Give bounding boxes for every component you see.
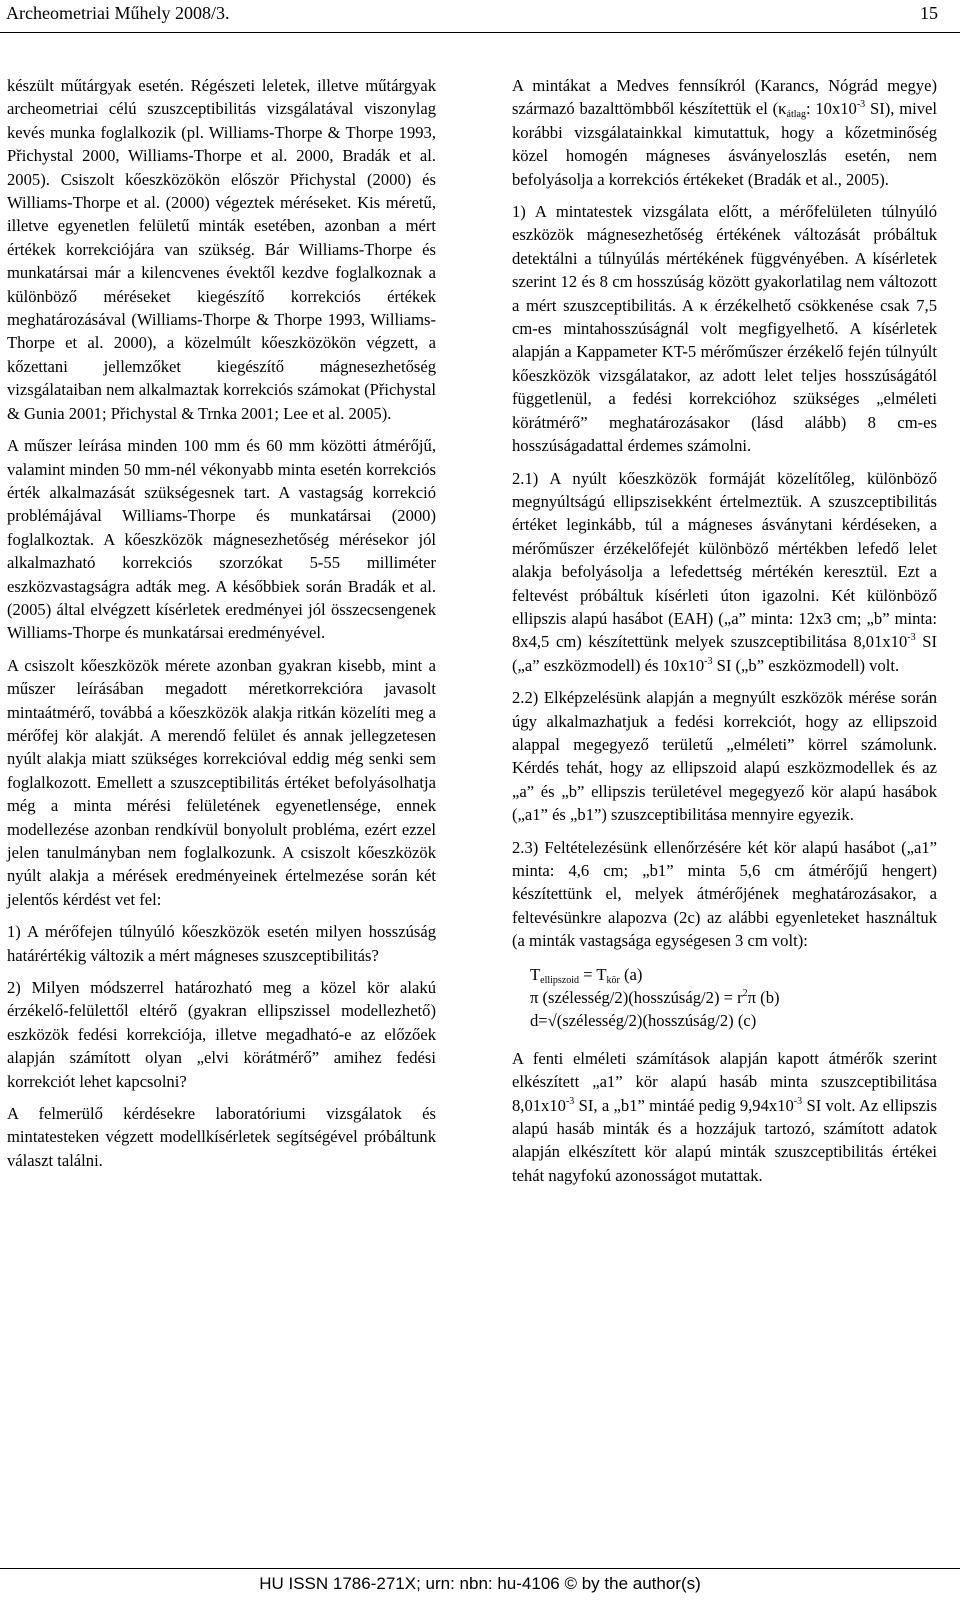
footer <box>0 1568 960 1595</box>
footer-text: HU ISSN 1786-271X; urn: nbn: hu-4106 © by the author(s) <box>259 1574 701 1593</box>
text-run: π (szélesség/2)(hosszúság/2) = r <box>530 988 743 1008</box>
paragraph: 1) A mérőfejen túlnyúló kőeszközök esetén milyen hosszúság határértékig változik a mért mágneses szuszceptibilitás? <box>7 922 436 965</box>
equations <box>530 963 937 1033</box>
paragraph: 1) A mintatestek vizsgálata előtt, a mérőfelületen túlnyúló eszközök mágnesezhetőség értékének változását próbáltuk detektálni a túlnyúlás mértékének függvényében. A kísérletek szerint 12 és 8 cm hosszúság között gyakorlatilag nem változott a mért szuszceptibilitás. A κ érzékelhető csökkenése csak 7,5 cm-es mintahosszúságnál volt megfigyelhető. A kísérletek alapján a Kappameter KT-5 mérőműszer érzékelő fején túlnyúlt kőeszközök vizsgálatakor, az adott lelet teljes hosszúságától függetlenül, a fedési korrekcióhoz szükséges „elméleti körátmérő” meghatározásakor (lásd alább) 8 cm-es hosszúságadattal érdemes számolni. <box>512 202 937 456</box>
text-run: (a) <box>619 964 643 984</box>
equation-c: d=√(szélesség/2)(hosszúság/2) (c) <box>530 1011 757 1031</box>
paragraph: 2.3) Feltételezésünk ellenőrzésére két kör alapú hasábot („a1” minta: 4,6 cm; „b1” minta 5,6 cm átmérőjű hengert) készítettünk el, melyek átmérőjének meghatározásakor, a feltevésünkre alapozva (2c) az alábbi egyenleteket használtuk (a minták vastagsága egységesen 3 cm volt): <box>512 837 937 951</box>
superscript: -3 <box>704 655 713 667</box>
text-run: π (b) <box>747 988 780 1008</box>
equation-b <box>530 986 937 1009</box>
subscript: ellipszoid <box>540 974 580 986</box>
superscript: -3 <box>565 1095 575 1107</box>
journal-title: Archeometriai Műhely 2008/3. <box>6 3 230 23</box>
running-head <box>6 0 938 28</box>
text-run: SI („a” eszközmodell) és 10x10 <box>512 632 937 675</box>
text-run: T <box>530 964 541 984</box>
paragraph: A műszer leírása minden 100 mm és 60 mm közötti átmérőjű, valamint minden 50 mm-nél vékonyabb minta esetén korrekciós érték alkalmazását szükségesnek tart. A vastagság korrekció problémájával Williams-Thorpe és munkatársai (2000) foglalkoztak. A kőeszközök mágnesezhetőség mérésekor jól alkalmazható korrekciós szorzókat 5-55 milliméter eszközvastagságra adták meg. A későbbiek során Bradák et al. (2005) által elvégzett kísérletek eredményei jól összecsengenek Williams-Thorpe és munkatársai eredményével. <box>7 436 436 643</box>
paragraph <box>512 1047 937 1187</box>
page-number: 15 <box>920 3 938 23</box>
text-run: SI), mivel korábbi vizsgálatainkkal kimutattuk, hogy a kőzetminőség közel homogén mágneses ásványeloszlás esetén, nem befolyásolja a korrekciós értékeket (Bradák et al., 2005). <box>512 99 937 189</box>
text-run: = T <box>579 964 607 984</box>
text-run: A mintákat a Medves fennsíkról (Karancs, Nógrád megye) származó bazalttömbből készítettük el (κ <box>512 76 937 119</box>
paragraph: készült műtárgyak esetén. Régészeti leletek, illetve műtárgyak archeometriai célú szuszceptibilitás vizsgálatával viszonylag kevés munka foglalkozik (pl. Williams-Thorpe & Thorpe 1993, Přichystal 2000, Williams-Thorpe et al. 2000, Bradák et al. 2005). Csiszolt kőeszközökön először Přichystal (2000) és Williams-Thorpe et al. (2000) végeztek méréseket. Kis méretű, illetve egyenetlen felületű minták esetében, azonban a mért értékek korrekciójára van szükség. Bár Williams-Thorpe és munkatársai már a kilencvenes évektől kezdve foglalkoznak a különböző méréseket kiegészítő korrekciós értékek meghatározásával (Williams-Thorpe & Thorpe 1993, Williams-Thorpe et al. 2000), a közelmúlt kőeszközökön végzett, a kőzettani jellemzőket kiegészítő mágnesezhetőség vizsgálataiban nem alkalmaztak korrekciós számokat (Přichystal & Gunia 2001; Přichystal & Trnka 2001; Lee et al. 2005). <box>7 76 436 423</box>
superscript: -3 <box>907 632 916 644</box>
paragraph: 2) Milyen módszerrel határozható meg a közel kör alakú érzékelő-felülettől eltérő (gyakran ellipszissel modellezhető) eszközök fedési korrekciója, illetve megadható-e az előzőek alapján számított olyan „elvi körátmérő” amihez fedési korrekciót lehet kapcsolni? <box>7 978 436 1091</box>
subscript: kör <box>606 974 620 986</box>
paragraph <box>512 467 937 678</box>
equation-a <box>530 963 937 986</box>
text-run: SI volt. Az ellipszis alapú hasáb minták és a hozzájuk tartozó, számított adatok alapján elkészített kör alapú minták szuszceptibilitás értékei tehát nagyfokú azonosságot mutattak. <box>512 1095 937 1185</box>
text-run: SI („b” eszközmodell) volt. <box>712 655 900 675</box>
text-run: : 10x10 <box>805 99 857 119</box>
subscript: átlag <box>786 109 806 121</box>
text-run: A fenti elméleti számítások alapján kapott átmérők szerint elkészített „a1” kör alapú hasáb minta szuszceptibilitása 8,01x10 <box>512 1048 937 1115</box>
right-column <box>512 74 937 1196</box>
superscript: -3 <box>793 1095 803 1107</box>
paragraph: A csiszolt kőeszközök mérete azonban gyakran kisebb, mint a műszer leírásában megadott méretkorrekcióra javasolt mintaátmérő, továbbá a kőeszközök alakja ritkán közelíti meg a mérőfej kör alakját. A merendő felület és annak jellegzetesen nyúlt alakja miatt szükséges korrekcióval eddig még senki sem foglalkozott. Emellett a szuszceptibilitás értéket befolyásolhatja még a minta mérési felületének egyenetlensége, ennek modellezése azonban rendkívül bonyolult probléma, ezért ezzel jelen tanulmányban nem foglalkozunk. A csiszolt kőeszközök nyúlt alakja a mérések eredményeinek értelmezése során két jelentős kérdést vet fel: <box>7 655 436 909</box>
paragraph: A felmerülő kérdésekre laboratóriumi vizsgálatok és mintatesteken végzett modellkísérletek segítségével próbáltunk választ találni. <box>7 1104 436 1170</box>
text-run: SI, a „b1” mintáé pedig 9,94x10 <box>574 1095 794 1115</box>
paragraph: 2.2) Elképzelésünk alapján a megnyúlt eszközök mérése során úgy alkalmazhatjuk a fedési korrekciót, hogy az ellipszoid alappal megegyező területű „elméleti” körrel számolunk. Kérdés tehát, hogy az ellipszoid alapú eszközmodellek és az „a” és „b” ellipszis területével megegyező kör alapú hasábok („a1” és „b1”) szuszceptibilitása mennyire egyezik. <box>512 688 937 825</box>
text-run: 2.1) A nyúlt kőeszközök formáját közelítőleg, különböző megnyúltságú ellipszisekként értelmeztük. A szuszceptibilitás értéket leginkább, túl a mágneses ásványtani kérdéseken, a mérőműszer érzékelőfejét különböző mértékben lefedő lelet alakja befolyásolja a lefedettség mértékén keresztül. Ezt a feltevést próbáltuk kísérleti úton igazolni. Két különböző ellipszis alapú hasábot (EAH) („a” minta: 12x3 cm; „b” minta: 8x4,5 cm) készítettünk melyek szuszceptibilitása 8,01x10 <box>512 468 937 652</box>
header-rule <box>0 32 960 33</box>
superscript: 2 <box>742 988 748 1000</box>
left-column <box>7 74 436 1181</box>
superscript: -3 <box>856 99 866 111</box>
paragraph <box>512 74 937 191</box>
